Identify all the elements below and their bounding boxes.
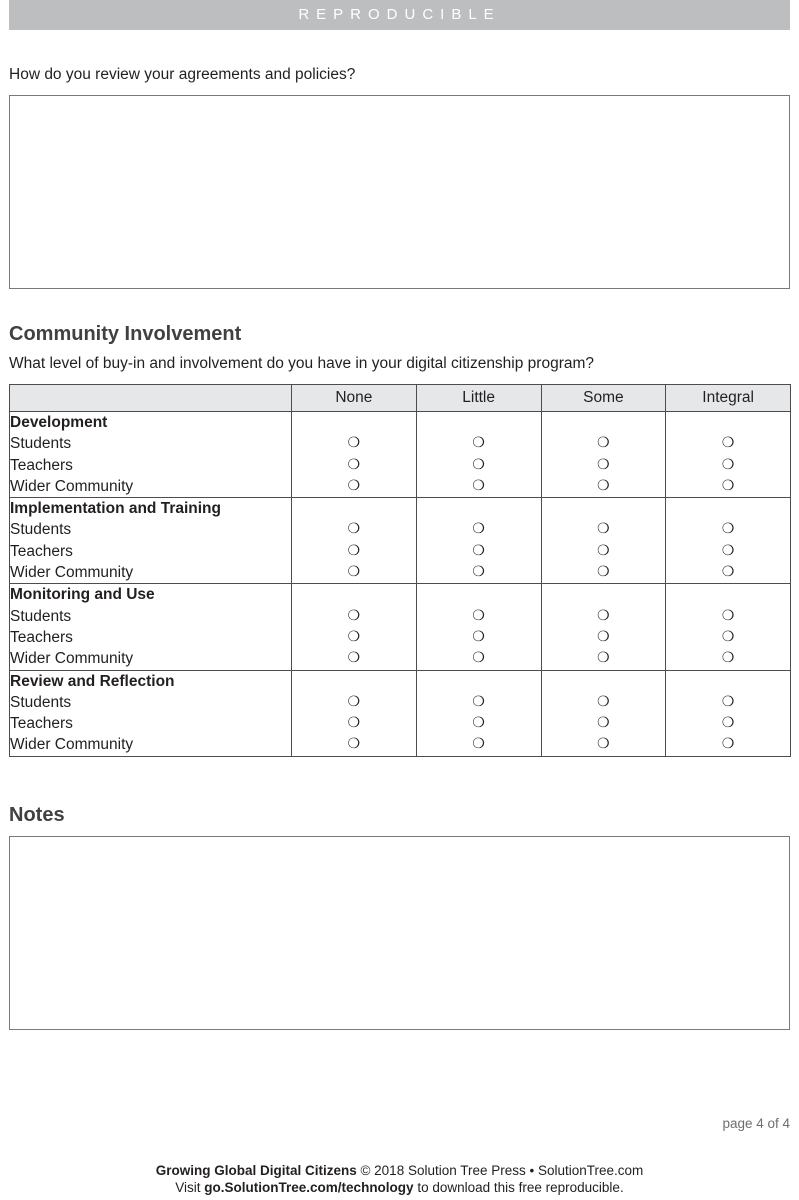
- row-label: Teachers: [10, 715, 73, 733]
- row-label: Students: [10, 607, 72, 625]
- radio-cell-some: [541, 670, 666, 756]
- column-header-little: Little: [416, 385, 541, 412]
- radio-option-icon[interactable]: ❍: [347, 521, 361, 538]
- row-label: Wider Community: [10, 564, 134, 582]
- radio-cell-none: [292, 584, 417, 670]
- radio-option-icon[interactable]: ❍: [597, 477, 610, 494]
- header-blank: [10, 385, 292, 412]
- radio-cell-integral: [666, 584, 791, 670]
- radio-option-icon[interactable]: ❍: [347, 650, 361, 667]
- row-labels-cell: [10, 412, 292, 498]
- radio-option-icon[interactable]: ❍: [721, 456, 735, 473]
- radio-option-icon[interactable]: ❍: [721, 736, 735, 753]
- table-row-group: [10, 670, 791, 756]
- row-labels-cell: [10, 584, 292, 670]
- radio-option-icon[interactable]: ❍: [347, 715, 361, 732]
- group-title: Implementation and Training: [10, 500, 221, 518]
- footer-visit-prefix: Visit: [175, 1180, 205, 1195]
- table-row-group: [10, 498, 791, 584]
- radio-option-icon[interactable]: ❍: [597, 564, 610, 581]
- radio-option-icon[interactable]: ❍: [721, 693, 735, 710]
- radio-option-icon[interactable]: ❍: [472, 628, 485, 645]
- group-title: Review and Reflection: [10, 672, 175, 690]
- radio-cell-little: [416, 670, 541, 756]
- radio-option-icon[interactable]: ❍: [721, 542, 735, 559]
- table-row-group: [10, 584, 791, 670]
- radio-cell-little: [416, 412, 541, 498]
- row-label: Teachers: [10, 456, 73, 474]
- row-label: Teachers: [10, 628, 73, 646]
- row-label: Students: [10, 435, 72, 453]
- column-header-none: None: [292, 385, 417, 412]
- radio-option-icon[interactable]: ❍: [721, 715, 735, 732]
- radio-option-icon[interactable]: ❍: [472, 521, 485, 538]
- radio-option-icon[interactable]: ❍: [347, 542, 361, 559]
- radio-option-icon[interactable]: ❍: [597, 607, 610, 624]
- radio-option-icon[interactable]: ❍: [347, 607, 361, 624]
- radio-option-icon[interactable]: ❍: [597, 521, 610, 538]
- footer-book-title: Growing Global Digital Citizens: [155, 1163, 357, 1178]
- section-title-community-involvement: Community Involvement: [9, 323, 242, 345]
- radio-option-icon[interactable]: ❍: [472, 564, 485, 581]
- radio-cell-none: [292, 670, 417, 756]
- radio-cell-little: [416, 584, 541, 670]
- radio-option-icon[interactable]: ❍: [472, 715, 485, 732]
- radio-option-icon[interactable]: ❍: [597, 736, 610, 753]
- column-header-some: Some: [541, 385, 666, 412]
- radio-option-icon[interactable]: ❍: [472, 650, 485, 667]
- column-header-integral: Integral: [666, 385, 791, 412]
- radio-option-icon[interactable]: ❍: [347, 456, 361, 473]
- row-label: Wider Community: [10, 477, 134, 495]
- radio-option-icon[interactable]: ❍: [721, 521, 735, 538]
- radio-option-icon[interactable]: ❍: [347, 693, 361, 710]
- group-title: Monitoring and Use: [10, 586, 155, 604]
- radio-option-icon[interactable]: ❍: [597, 435, 610, 452]
- radio-option-icon[interactable]: ❍: [472, 435, 485, 452]
- row-labels-cell: [10, 670, 292, 756]
- row-label: Wider Community: [10, 736, 134, 754]
- row-label: Teachers: [10, 542, 73, 560]
- reproducible-banner: REPRODUCIBLE: [9, 0, 790, 30]
- radio-option-icon[interactable]: ❍: [721, 607, 735, 624]
- table-header-row: [10, 385, 791, 412]
- radio-option-icon[interactable]: ❍: [597, 715, 610, 732]
- radio-option-icon[interactable]: ❍: [597, 693, 610, 710]
- section-title-notes: Notes: [9, 804, 65, 826]
- row-labels-cell: [10, 498, 292, 584]
- radio-cell-integral: [666, 498, 791, 584]
- group-title: Development: [10, 414, 108, 431]
- notes-box[interactable]: [9, 836, 790, 1030]
- radio-option-icon[interactable]: ❍: [472, 456, 485, 473]
- footer-visit-suffix: to download this free reproducible.: [413, 1180, 624, 1195]
- radio-option-icon[interactable]: ❍: [472, 607, 485, 624]
- table-row-group: [10, 412, 791, 498]
- radio-option-icon[interactable]: ❍: [472, 736, 485, 753]
- radio-option-icon[interactable]: ❍: [597, 650, 610, 667]
- question-review-agreements: How do you review your agreements and policies?: [9, 66, 356, 83]
- radio-option-icon[interactable]: ❍: [721, 628, 735, 645]
- row-label: Students: [10, 521, 72, 539]
- footer-visit-url[interactable]: go.SolutionTree.com/technology: [204, 1180, 414, 1195]
- radio-cell-integral: [666, 412, 791, 498]
- radio-option-icon[interactable]: ❍: [721, 435, 735, 452]
- radio-cell-some: [541, 498, 666, 584]
- radio-option-icon[interactable]: ❍: [347, 477, 361, 494]
- radio-cell-some: [541, 584, 666, 670]
- radio-cell-none: [292, 498, 417, 584]
- footer-line-2: [0, 1180, 799, 1195]
- page-number: page 4 of 4: [722, 1116, 790, 1131]
- radio-option-icon[interactable]: ❍: [347, 628, 361, 645]
- involvement-table: [9, 384, 791, 757]
- radio-option-icon[interactable]: ❍: [472, 477, 485, 494]
- radio-cell-none: [292, 412, 417, 498]
- radio-option-icon[interactable]: ❍: [721, 477, 735, 494]
- row-label: Students: [10, 693, 72, 711]
- question-buy-in: What level of buy-in and involvement do you have in your digital citizenship program?: [9, 355, 595, 372]
- radio-option-icon[interactable]: ❍: [721, 650, 735, 667]
- radio-option-icon[interactable]: ❍: [472, 542, 485, 559]
- row-label: Wider Community: [10, 650, 134, 668]
- footer-copyright: © 2018 Solution Tree Press • SolutionTree.com: [356, 1163, 644, 1178]
- radio-cell-some: [541, 412, 666, 498]
- radio-cell-integral: [666, 670, 791, 756]
- radio-option-icon[interactable]: ❍: [721, 564, 735, 581]
- answer-box-review-agreements[interactable]: [9, 95, 790, 289]
- radio-option-icon[interactable]: ❍: [347, 736, 361, 753]
- footer-line-1: [0, 1163, 799, 1178]
- radio-option-icon[interactable]: ❍: [472, 693, 485, 710]
- radio-option-icon[interactable]: ❍: [347, 564, 361, 581]
- radio-option-icon[interactable]: ❍: [347, 435, 361, 452]
- radio-option-icon[interactable]: ❍: [597, 456, 610, 473]
- radio-option-icon[interactable]: ❍: [597, 628, 610, 645]
- radio-cell-little: [416, 498, 541, 584]
- radio-option-icon[interactable]: ❍: [597, 542, 610, 559]
